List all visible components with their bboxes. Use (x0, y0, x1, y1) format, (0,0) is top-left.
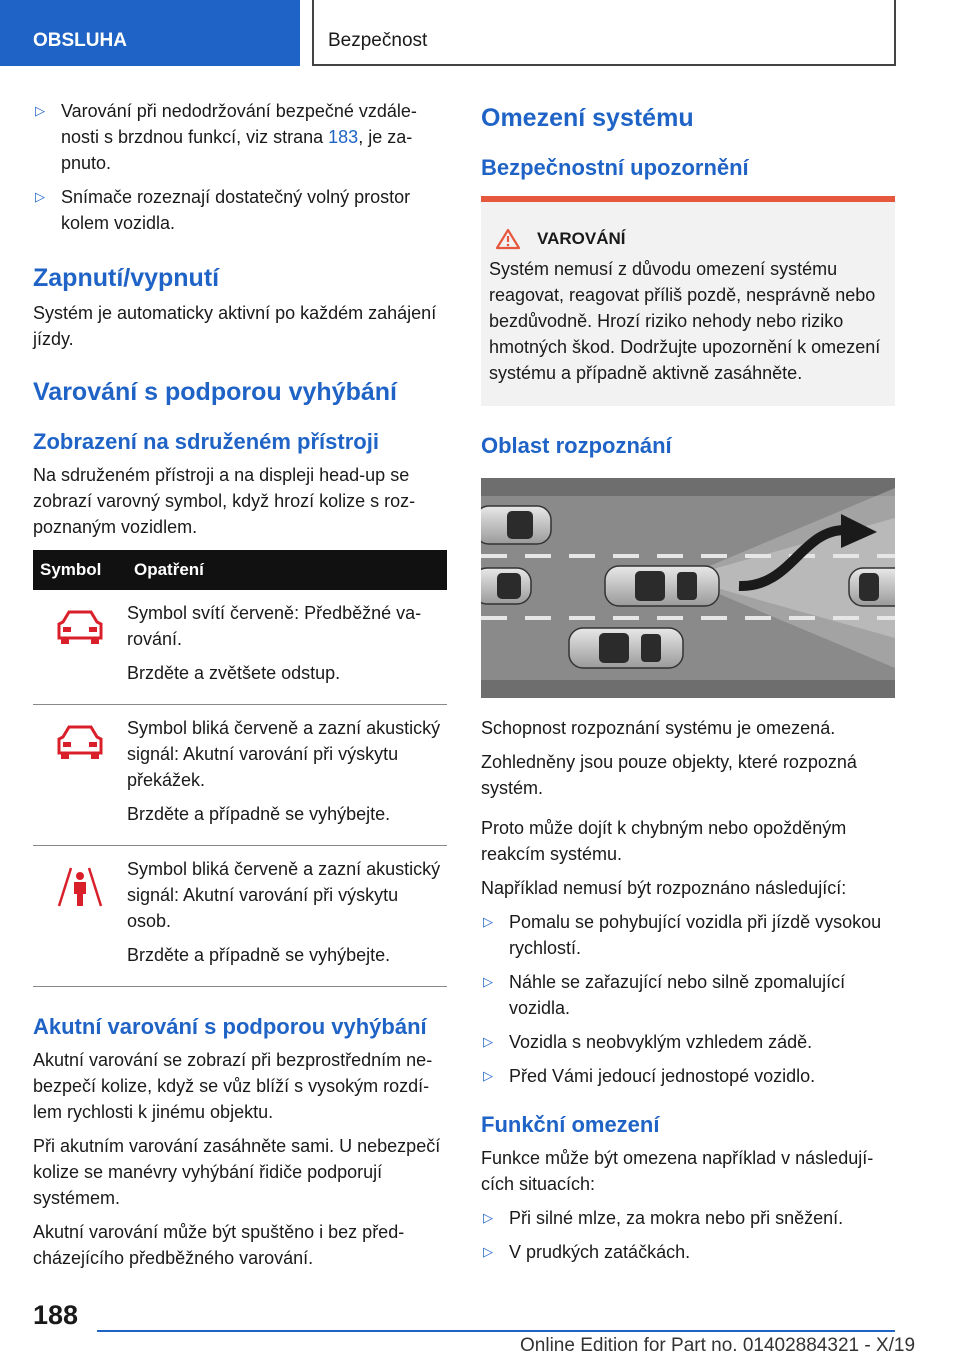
heading-acute: Akutní varování s podporou vyhýbání (33, 1014, 427, 1039)
footer-divider (97, 1330, 895, 1332)
car-illustration (849, 568, 895, 606)
list-item: ▷ Před Vámi jedoucí jednostopé vozidlo. (481, 1063, 895, 1089)
page-link[interactable]: 183 (328, 127, 359, 147)
header-topic: Bezpečnost (312, 0, 896, 66)
list-item: ▷ Varování při nedodržování bezpečné vzdálenosti s brzdnou funkcí, viz strana 183, je zapnuto. (33, 98, 447, 176)
paragraph: Akutní varování může být spuštěno i bez předcházejícího předběžného varování. (33, 1222, 405, 1268)
heading-area: Oblast rozpoznání (481, 433, 672, 458)
table-row: Symbol svítí červeně: Předběžné varování. Brzděte a zvětšete odstup. (33, 590, 447, 705)
paragraph: Schopnost rozpoznání systému je omezená. (481, 718, 836, 738)
paragraph: Zohledněny jsou pouze objekty, které rozpozná systém. (481, 752, 857, 798)
paragraph: Funkce může být omezena například v následujících situacích: (481, 1148, 874, 1194)
warning-triangle-icon (495, 228, 521, 250)
triangle-bullet-icon: ▷ (35, 189, 45, 204)
symbol-table (33, 550, 447, 987)
triangle-bullet-icon: ▷ (483, 1244, 493, 1259)
triangle-bullet-icon: ▷ (483, 1034, 493, 1049)
car-illustration (481, 506, 551, 544)
list-item: ▷ Při silné mlze, za mokra nebo při sněžení. (481, 1205, 895, 1231)
triangle-bullet-icon: ▷ (483, 974, 493, 989)
warning-text: Systém nemusí z důvodu omezení systému reagovat, reagovat příliš pozdě, nesprávně nebo bezdůvodně. Hrozí riziko nehody nebo riziko hmotných škod. Dodržujte upozornění k omezení systému a případně aktivně zasáhněte. (489, 259, 881, 383)
list-item: ▷ V prudkých zatáčkách. (481, 1239, 895, 1265)
list-item: ▷ Vozidla s neobvyklým vzhledem zádě. (481, 1029, 895, 1055)
paragraph: Při akutním varování zasáhněte sami. U nebezpečí kolize se manévry vyhýbání řidiče podporují systémem. (33, 1136, 441, 1208)
table-header-action: Opatření (127, 550, 447, 590)
pedestrian-warning-icon (53, 862, 107, 910)
triangle-bullet-icon: ▷ (483, 1068, 493, 1083)
car-illustration (481, 568, 531, 604)
car-front-warning-icon (53, 721, 107, 761)
car-illustration (605, 566, 719, 606)
left-column (33, 98, 447, 1279)
paragraph: Například nemusí být rozpoznáno následující: (481, 878, 847, 898)
paragraph: Akutní varování se zobrazí při bezprostředním nebezpečí kolize, když se vůz blíží s vysokým rozdílem rychlosti k jinému objektu. (33, 1050, 433, 1122)
paragraph: Proto může dojít k chybným nebo opožděným reakcím systému. (481, 818, 847, 864)
right-column (481, 98, 895, 1273)
heading-cluster: Zobrazení na sdruženém přístroji (33, 429, 379, 454)
heading-limits: Omezení systému (481, 104, 694, 132)
warning-title: VAROVÁNÍ (537, 229, 626, 248)
list-item: ▷ Snímače rozeznají dostatečný volný prostor kolem vozidla. (33, 184, 447, 236)
car-front-warning-icon (53, 606, 107, 646)
list-item: ▷ Náhle se zařazující nebo silně zpomalující vozidla. (481, 969, 895, 1021)
car-illustration (569, 628, 683, 668)
paragraph: Na sdruženém přístroji a na displeji head-up se zobrazí varovný symbol, když hrozí kolize s rozpoznaným vozidlem. (33, 465, 416, 537)
list-item: ▷ Pomalu se pohybující vozidla při jízdě vysokou rychlostí. (481, 909, 895, 961)
detection-area-illustration (481, 478, 895, 698)
page-number: 188 (33, 1300, 79, 1330)
warning-box (481, 196, 895, 406)
table-header-symbol: Symbol (33, 550, 127, 590)
triangle-bullet-icon: ▷ (483, 1210, 493, 1225)
footer-edition: Online Edition for Part no. 01402884321 - X/19 (520, 1335, 916, 1356)
triangle-bullet-icon: ▷ (35, 103, 45, 118)
heading-onoff: Zapnutí/vypnutí (33, 264, 220, 292)
table-row: Symbol bliká červeně a zazní akustický signál: Akutní varování při výskytu osob. Brzděte a případně se vyhýbejte. (33, 846, 447, 987)
heading-func: Funkční omezení (481, 1112, 660, 1137)
header-section: OBSLUHA (0, 0, 300, 66)
triangle-bullet-icon: ▷ (483, 914, 493, 929)
heading-safety: Bezpečnostní upozornění (481, 155, 749, 180)
paragraph: Systém je automaticky aktivní po každém zahájení jízdy. (33, 303, 437, 349)
table-row: Symbol bliká červeně a zazní akustický signál: Akutní varování při výskytu překážek. Brzděte a případně se vyhýbejte. (33, 705, 447, 846)
heading-warning: Varování s podporou vyhýbání (33, 378, 397, 406)
